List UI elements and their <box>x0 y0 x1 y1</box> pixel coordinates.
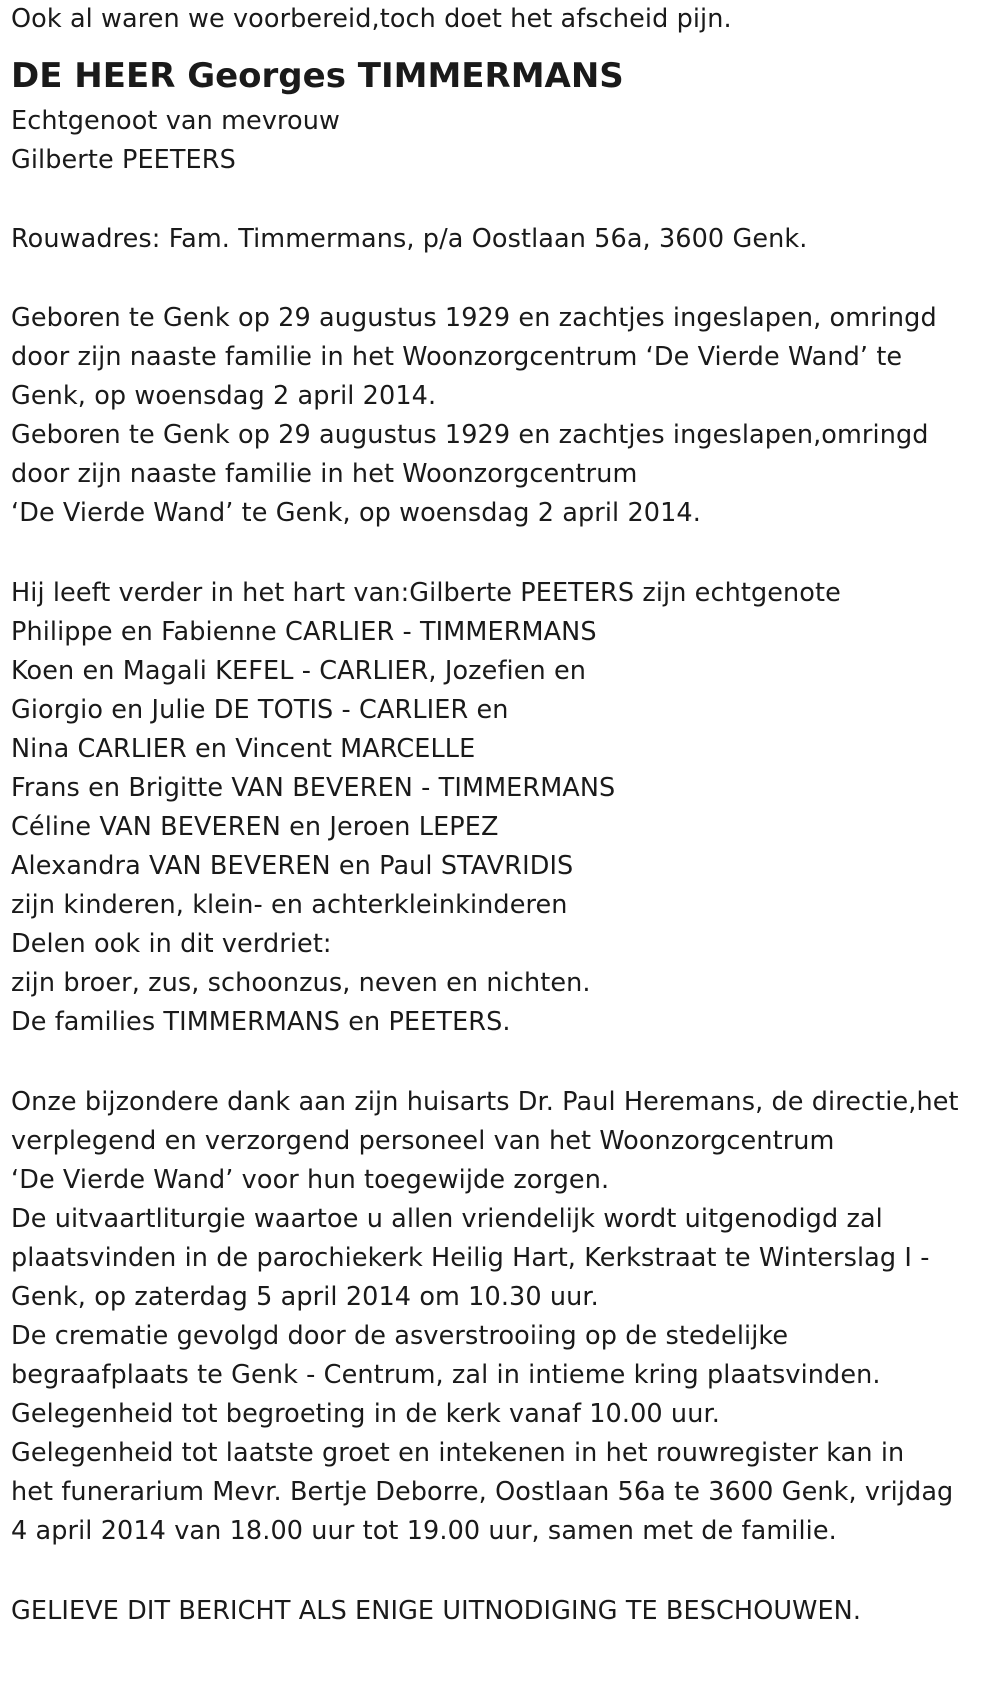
spacer <box>11 259 996 299</box>
thanks-line: begraafplaats te Genk - Centrum, zal in intieme kring plaatsvinden. <box>11 1360 881 1390</box>
family-line: Alexandra VAN BEVEREN en Paul STAVRIDIS <box>11 851 574 881</box>
family-line: Giorgio en Julie DE TOTIS - CARLIER en <box>11 695 509 725</box>
birth-line: Geboren te Genk op 29 augustus 1929 en zachtjes ingeslapen,omringd <box>11 420 929 450</box>
spacer <box>11 533 996 574</box>
closing-line: GELIEVE DIT BERICHT ALS ENIGE UITNODIGING TE BESCHOUWEN. <box>11 1596 862 1626</box>
death-notice <box>11 0 996 1631</box>
birth-line: door zijn naaste familie in het Woonzorgcentrum ‘De Vierde Wand’ te <box>11 342 903 372</box>
family-line: Philippe en Fabienne CARLIER - TIMMERMANS <box>11 617 597 647</box>
thanks-line: De uitvaartliturgie waartoe u allen vriendelijk wordt uitgenodigd zal <box>11 1204 883 1234</box>
thanks-line: plaatsvinden in de parochiekerk Heilig Hart, Kerkstraat te Winterslag I - <box>11 1243 930 1273</box>
birth-line: door zijn naaste familie in het Woonzorgcentrum <box>11 459 638 489</box>
family-line: Frans en Brigitte VAN BEVEREN - TIMMERMANS <box>11 773 616 803</box>
family-line: Koen en Magali KEFEL - CARLIER, Jozefien en <box>11 656 587 686</box>
thanks-line: De crematie gevolgd door de asverstrooiing op de stedelijke <box>11 1321 789 1351</box>
spouse-line: Echtgenoot van mevrouw <box>11 106 340 136</box>
address-line: Rouwadres: Fam. Timmermans, p/a Oostlaan 56a, 3600 Genk. <box>11 224 808 254</box>
spouse-line: Gilberte PEETERS <box>11 145 236 175</box>
thanks-line: Gelegenheid tot laatste groet en intekenen in het rouwregister kan in <box>11 1438 905 1468</box>
family-line: zijn broer, zus, schoonzus, neven en nichten. <box>11 968 591 998</box>
family-line: Hij leeft verder in het hart van:Gilberte PEETERS zijn echtgenote <box>11 578 841 608</box>
thanks-line: het funerarium Mevr. Bertje Deborre, Oostlaan 56a te 3600 Genk, vrijdag <box>11 1477 954 1507</box>
thanks-line: Genk, op zaterdag 5 april 2014 om 10.30 uur. <box>11 1282 599 1312</box>
deceased-name: DE HEER Georges TIMMERMANS <box>11 56 624 96</box>
family-line: Nina CARLIER en Vincent MARCELLE <box>11 734 476 764</box>
family-line: De families TIMMERMANS en PEETERS. <box>11 1007 511 1037</box>
spacer <box>11 1042 996 1083</box>
spacer <box>11 1551 996 1592</box>
thanks-line: ‘De Vierde Wand’ voor hun toegewijde zorgen. <box>11 1165 610 1195</box>
thanks-line: Gelegenheid tot begroeting in de kerk vanaf 10.00 uur. <box>11 1399 720 1429</box>
family-line: zijn kinderen, klein- en achterkleinkinderen <box>11 890 568 920</box>
thanks-line: 4 april 2014 van 18.00 uur tot 19.00 uur, samen met de familie. <box>11 1516 837 1546</box>
birth-line: ‘De Vierde Wand’ te Genk, op woensdag 2 april 2014. <box>11 498 701 528</box>
birth-line: Genk, op woensdag 2 april 2014. <box>11 381 437 411</box>
thanks-line: Onze bijzondere dank aan zijn huisarts Dr. Paul Heremans, de directie,het <box>11 1087 959 1117</box>
spacer <box>11 180 996 220</box>
family-line: Delen ook in dit verdriet: <box>11 929 332 959</box>
motto-line: Ook al waren we voorbereid,toch doet het afscheid pijn. <box>11 4 732 34</box>
thanks-line: verplegend en verzorgend personeel van het Woonzorgcentrum <box>11 1126 835 1156</box>
family-line: Céline VAN BEVEREN en Jeroen LEPEZ <box>11 812 499 842</box>
birth-line: Geboren te Genk op 29 augustus 1929 en zachtjes ingeslapen, omringd <box>11 303 937 333</box>
